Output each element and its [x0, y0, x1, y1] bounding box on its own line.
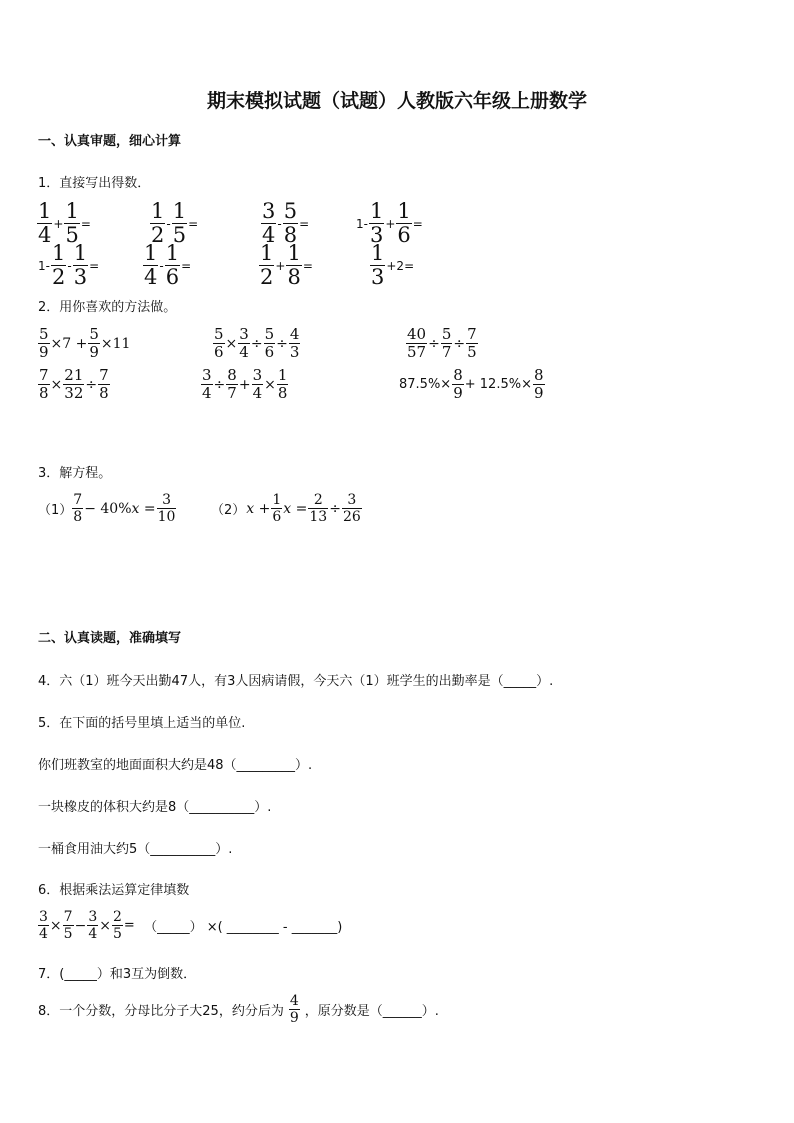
q2-expr-2: $\frac{5}{6}$ × $\frac{3}{4}$ ÷ $\frac{5}{6}$ ÷ $\frac{4}{3}$	[214, 325, 300, 361]
question-5-label: 5．在下面的括号里填上适当的单位.	[38, 716, 246, 731]
question-1-label: 1．直接写出得数．	[38, 176, 151, 191]
q8-text-before: 8．一个分数，分母比分子大25，约分后为	[38, 1004, 284, 1019]
page-title: 期末模拟试题（试题）人教版六年级上册数学	[206, 90, 587, 112]
q1-expr-3: $\frac{3}{4}$ - $\frac{5}{8}$ =	[262, 199, 310, 247]
q1-expr-8: $\frac{1}{3}$ +2=	[371, 241, 415, 289]
question-4: 4．六（1）班今天出勤47人，有3人因病请假，今天六（1）班学生的出勤率是（_____）.	[38, 674, 554, 689]
question-5-b: 一块橡皮的体积大约是8（__________）.	[38, 800, 272, 815]
question-8: 8．一个分数，分母比分子大25，约分后为 $\frac{4}{9}$ ，原分数是（______）.	[38, 993, 439, 1026]
q1-expr-6: $\frac{1}{4}$ - $\frac{1}{6}$ =	[144, 241, 192, 289]
q1-expr-1: $\frac{1}{4}$ + $\frac{1}{5}$ =	[38, 199, 91, 247]
q3-part-1-label: （1）	[38, 503, 73, 518]
question-2-label: 2．用你喜欢的方法做。	[38, 300, 177, 315]
q1-expr-5: 1- $\frac{1}{2}$ - $\frac{1}{3}$ =	[38, 241, 100, 289]
q1-expr-7: $\frac{1}{2}$ + $\frac{1}{8}$ =	[260, 241, 313, 289]
q6-blank: （_____） ×( ________ - _______)	[144, 920, 343, 935]
question-3-label: 3．解方程。	[38, 466, 112, 481]
q6-expression: $\frac{3}{4}$ × $\frac{7}{5}$ − $\frac{3}{4}$ × $\frac{2}{5}$ = （_____） ×( ________ - _______)	[39, 909, 343, 942]
q8-text-after: ，原分数是（______）.	[304, 1004, 439, 1019]
q2-expr-5: $\frac{3}{4}$ ÷ $\frac{8}{7}$ + $\frac{3}{4}$ × $\frac{1}{8}$	[202, 366, 288, 402]
q1-expr-4: 1- $\frac{1}{3}$ + $\frac{1}{6}$ =	[356, 199, 423, 247]
section-2-heading: 二、认真读题，准确填写	[38, 631, 182, 646]
section-1-heading: 一、认真审题，细心计算	[38, 134, 182, 149]
q2-expr-6: 87.5%× $\frac{8}{9}$ + 12.5%× $\frac{8}{9}$	[399, 366, 544, 402]
question-7: 7．(_____）和3互为倒数．	[38, 967, 197, 982]
q3-equation-2: （2） x + $\frac{1}{6}$ x = $\frac{2}{13}$ ÷ $\frac{3}{26}$	[211, 492, 361, 525]
question-5-a: 你们班教室的地面面积大约是48（_________）.	[38, 758, 313, 773]
question-5-c: 一桶食用油大约5（__________）.	[38, 842, 233, 857]
q2-expr-4: $\frac{7}{8}$ × $\frac{21}{32}$ ÷ $\frac{7}{8}$	[39, 366, 109, 402]
q3-equation-1: （1） $\frac{7}{8}$ − 40%x = $\frac{3}{10}$	[38, 492, 176, 525]
q2-expr-1: $\frac{5}{9}$ ×7 + $\frac{5}{9}$ ×11	[39, 325, 131, 361]
q1-expr-2: $\frac{1}{2}$ - $\frac{1}{5}$ =	[151, 199, 199, 247]
question-6-label: 6．根据乘法运算定律填数	[38, 883, 190, 898]
q2-expr-3: $\frac{40}{57}$ ÷ $\frac{5}{7}$ ÷ $\frac{7}{5}$	[407, 325, 477, 361]
q3-part-2-label: （2）	[211, 503, 246, 518]
